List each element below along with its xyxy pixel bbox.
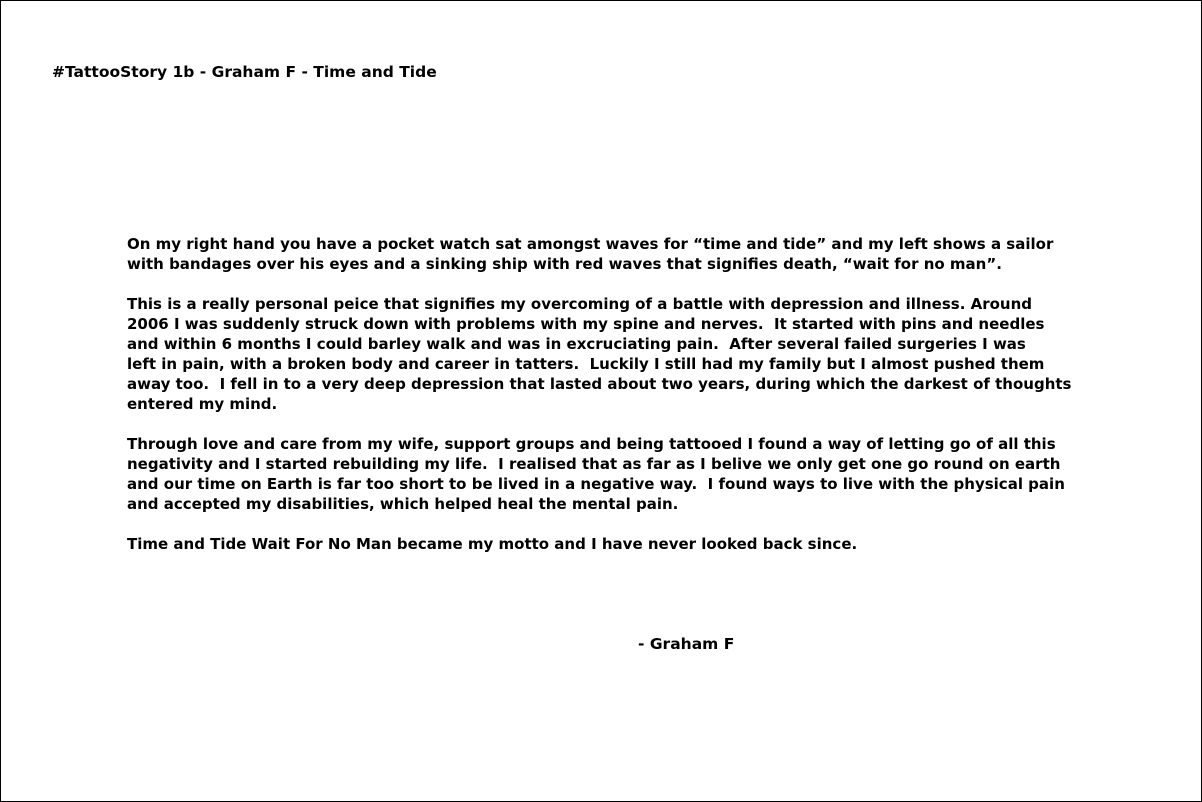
text-line: with bandages over his eyes and a sinking ship with red waves that signifies death, “wait for no man”. xyxy=(127,255,1002,273)
text-line: away too. I fell in to a very deep depression that lasted about two years, during which the darkest of thoughts xyxy=(127,375,1072,393)
text-line: 2006 I was suddenly struck down with problems with my spine and nerves. It started with pins and needles xyxy=(127,315,1045,333)
text-line: negativity and I started rebuilding my life. I realised that as far as I belive we only get one go round on earth xyxy=(127,455,1061,473)
text-line: left in pain, with a broken body and career in tatters. Luckily I still had my family but I almost pushed them xyxy=(127,355,1045,373)
story-body xyxy=(127,234,1072,574)
text-line: On my right hand you have a pocket watch sat amongst waves for “time and tide” and my left shows a sailor xyxy=(127,235,1054,253)
text-line: and accepted my disabilities, which helped heal the mental pain. xyxy=(127,495,679,513)
paragraph-3 xyxy=(127,434,1065,514)
paragraph-1 xyxy=(127,234,1054,274)
paragraph-2 xyxy=(127,294,1072,414)
text-line: Time and Tide Wait For No Man became my motto and I have never looked back since. xyxy=(127,535,858,553)
text-line: This is a really personal peice that signifies my overcoming of a battle with depression and illness. Around xyxy=(127,295,1033,313)
text-line: Through love and care from my wife, support groups and being tattooed I found a way of letting go of all this xyxy=(127,435,1056,453)
text-line: and our time on Earth is far too short to be lived in a negative way. I found ways to live with the physical pain xyxy=(127,475,1065,493)
author-signature: - Graham F xyxy=(638,635,735,653)
paragraph-4 xyxy=(127,534,1027,554)
page-title: #TattooStory 1b - Graham F - Time and Tide xyxy=(52,63,437,81)
text-line: entered my mind. xyxy=(127,395,278,413)
text-line: and within 6 months I could barley walk and was in excruciating pain. After several failed surgeries I was xyxy=(127,335,1026,353)
